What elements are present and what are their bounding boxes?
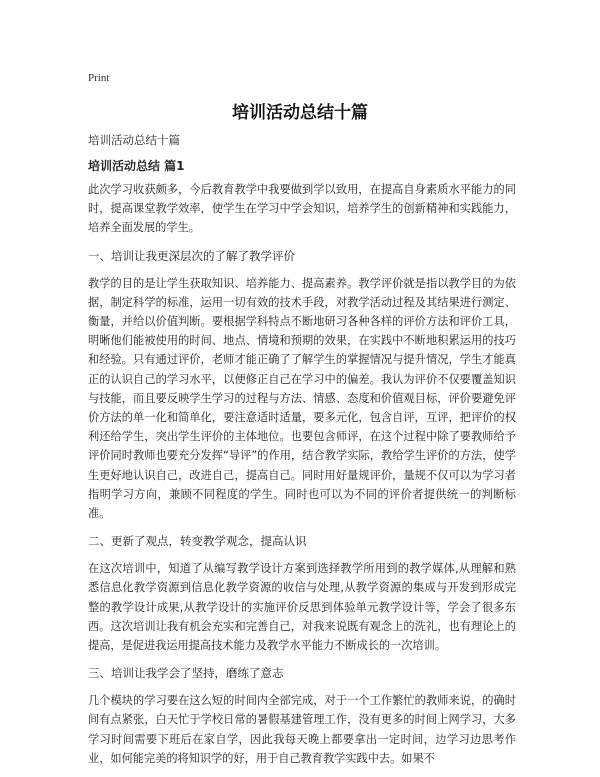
print-label: Print: [88, 72, 110, 84]
section-paragraph-2: 在这次培训中，知道了从编写教学设计方案到选择教学所用到的教学媒体,从理解和熟悉信息化教学资源到信息化教学资源的收信与处理,从教学资源的集成与开发到形成完整的教学设计成果,从教学设计的实施评价反思到体验单元教学设计等，学会了很多东西。这次培训让我有机会充实和完善自己，对我来说既有观念上的洗礼，也有理论上的提高，是促进我运用提高技术能力及教学水平能力不断成长的一次培训。: [88, 562, 516, 653]
section-paragraph-1: 教学的目的是让学生获取知识、培养能力、提高素养。教学评价就是指以教学目的为依据，制定科学的标准，运用一切有效的技术手段，对教学活动过程及其结果进行测定、衡量，并给以价值判断。要根据学科特点不断地研习各种各样的评价方法和评价工具，明晰他们能被使用的时间、地点、情境和预期的效果，在实践中不断地积累运用的技巧和经验。只有通过评价，老师才能正确了了解学生的掌握情况与提升情况，学生才能真正的认识自己的学习水平，以便修正自己在学习中的偏差。我认为评价不仅要覆盖知识与技能，而且要反映学生学习的过程与方法、情感、态度和价值观目标，评价要避免评价方法的单一化和简单化，要注意适时适量，要多元化，包含自评，互评，把评价的权利还给学生，突出学生评价的主体地位。也要包含师评，在这个过程中除了要教师给予评价同时教师也要充分发挥“导评”的作用，结合教学实际，教给学生评价的方法，使学生更好地认识自己，改进自己，提高自己。同时用好量规评价，量规不仅可以为学习者指明学习方向，兼顾不同程度的学生。同时也可以为不同的评价者提供统一的判断标准。: [88, 276, 516, 521]
intro-paragraph: 此次学习收获颇多，今后教育教学中我要做到学以致用，在提高自身素质水平能力的同时，提高课堂教学效率，使学生在学习中学会知识，培养学生的创新精神和实践能力，培养全面发展的学生。: [88, 183, 516, 235]
document-subtitle: 培训活动总结十篇: [88, 133, 180, 147]
section-paragraph-3: 几个模块的学习要在这么短的时间内全部完成，对于一个工作繁忙的教师来说，的确时间有点紧张，白天忙于学校日常的暑假基建管理工作，没有更多的时间上网学习，大多学习时间需要下班后在家自学，因此我每天晚上都要拿出一定时间，边学习边思考作业，如何能完美的将知识学的好，用于自己教育教学实践中去。如果不: [88, 694, 516, 765]
section-heading-1: 一、培训让我更深层次的了解了教学评价: [88, 248, 295, 263]
page-title: 培训活动总结十篇: [232, 103, 368, 123]
section-heading-2: 二、更新了观点，转变教学观念，提高认识: [88, 534, 307, 549]
document-body: [88, 132, 516, 777]
section-heading-3: 三、培训让我学会了坚持，磨练了意志: [88, 666, 284, 681]
article-heading: 培训活动总结 篇1: [88, 159, 185, 173]
